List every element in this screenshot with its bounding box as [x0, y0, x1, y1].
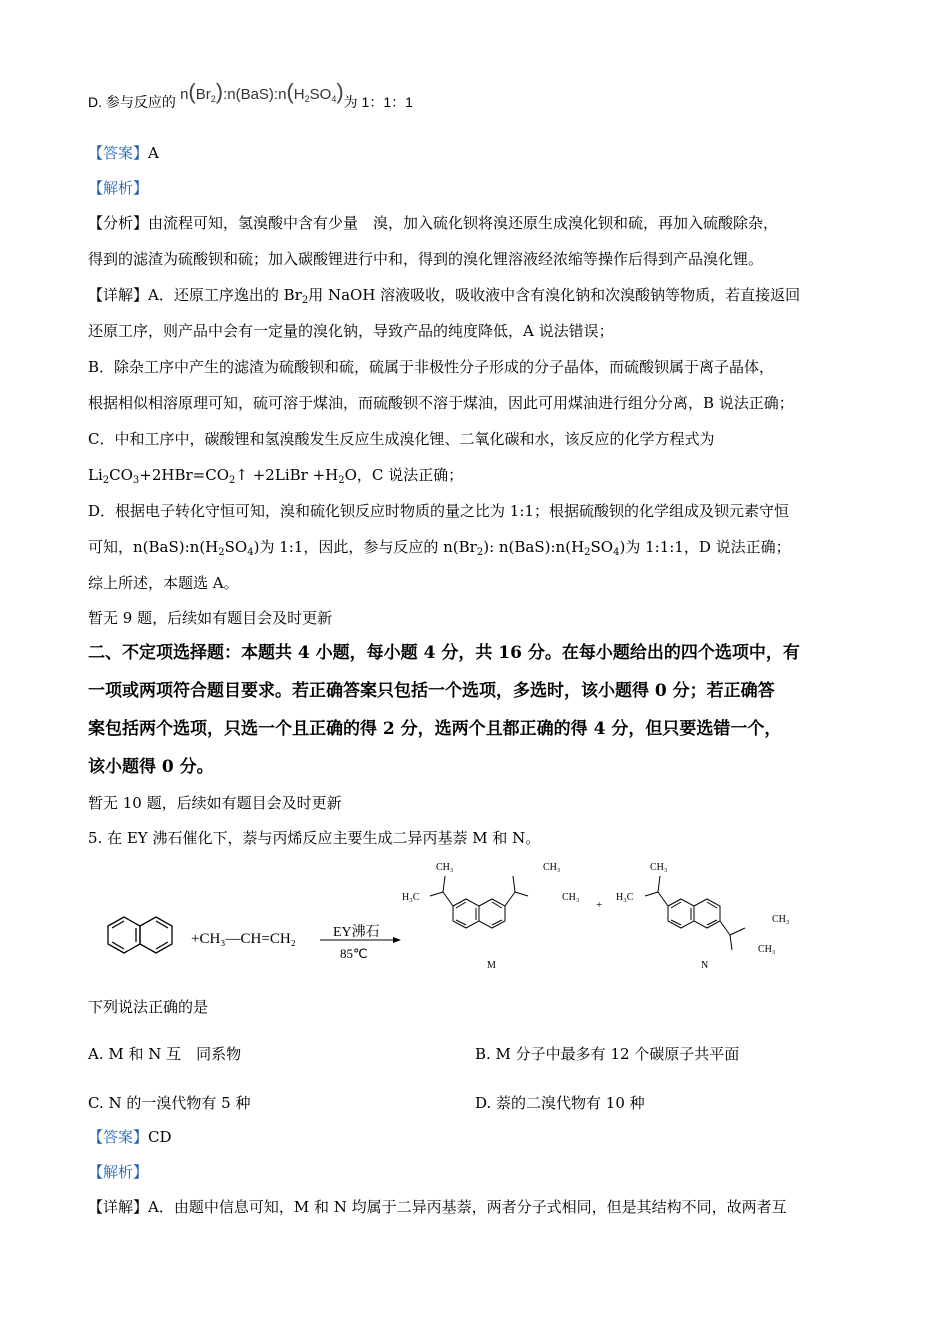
q5-stem: 5. 在 EY 沸石催化下，萘与丙烯反应主要生成二异丙基萘 M 和 N。	[88, 829, 541, 847]
detail-b-line-2: 根据相似相溶原理可知，硫可溶于煤油，而硫酸钡不溶于煤油，因此可用煤油进行组分分离，B 说法正确；	[88, 394, 794, 412]
svg-text:H₃C: H₃C	[616, 892, 634, 903]
product-n-structure	[645, 876, 745, 950]
detail-a-line-1: 【详解】A．还原工序逸出的 $Br_2$用 NaOH 溶液吸收，吸收液中含有溴化钠和次溴酸钠等物质，若直接返回	[88, 286, 801, 306]
section2-line-1: 二、不定项选择题：本题共 4 小题，每小题 4 分，共 16 分。在每小题给出的四个选项中，有	[88, 643, 800, 663]
prev-option-d: D. 参与反应的 $n(Br_2):n(BaS):n(H_2SO_4)$为 1：1：1	[88, 79, 413, 110]
svg-text:CH₃: CH₃	[562, 892, 580, 903]
q5-option-d: D. 萘的二溴代物有 10 种	[475, 1094, 645, 1112]
detail-d-line-2: 可知，$n(BaS):n(H_2SO_4)$为 1:1，因此，参与反应的 $n(Br_2)$: $n(BaS):n(H_2SO_4)$为 1:1:1，D 说法正确；	[88, 538, 791, 558]
temp-label: 85℃	[340, 946, 368, 961]
answer-tag: 【答案】	[88, 144, 149, 162]
propene-formula: +CH₃—CH=CH₂	[191, 931, 296, 947]
fenxi-line-1: 【分析】由流程可知，氢溴酸中含有少量 溴，加入硫化钡将溴还原生成溴化钡和硫，再加入硫酸除杂，	[88, 214, 779, 232]
analysis-tag-1: 【解析】	[88, 179, 149, 197]
detail-c-equation: $Li_2CO_3+2HBr=CO_2↑$ +2LiBr $+H_2O$，C 说法正确；	[88, 466, 464, 486]
section2-line-4: 该小题得 0 分。	[88, 757, 214, 777]
svg-text:CH₃: CH₃	[650, 862, 668, 873]
section2-line-3: 案包括两个选项，只选一个且正确的得 2 分，选两个且都正确的得 4 分，但只要选错一个，	[88, 719, 782, 739]
q5-prompt: 下列说法正确的是	[88, 998, 209, 1016]
summary-line: 综上所述，本题选 A。	[88, 574, 239, 592]
svg-text:CH₃: CH₃	[543, 862, 561, 873]
analysis-tag-2: 【解析】	[88, 1163, 149, 1181]
svg-text:CH₃: CH₃	[758, 944, 776, 955]
answer-1: 【答案】A	[88, 144, 159, 162]
arrow-head	[393, 937, 401, 943]
label-n: N	[701, 960, 709, 971]
reaction-scheme	[88, 850, 808, 980]
detail-c-line-1: C．中和工序中，碳酸锂和氢溴酸发生反应生成溴化锂、二氧化碳和水，该反应的化学方程式为	[88, 430, 715, 448]
naphthalene-structure	[108, 917, 172, 953]
answer-2: 【答案】CD	[88, 1128, 172, 1146]
detail2-line-1: 【详解】A．由题中信息可知，M 和 N 均属于二异丙基萘，两者分子式相同，但是其结构不同，故两者互	[88, 1198, 787, 1216]
q5-option-c: C. N 的一溴代物有 5 种	[88, 1094, 251, 1112]
fenxi-line-2: 得到的滤渣为硫酸钡和硫；加入碳酸锂进行中和，得到的溴化锂溶液经浓缩等操作后得到产品溴化锂。	[88, 250, 764, 268]
svg-text:CH₃: CH₃	[772, 914, 790, 925]
detail-a-line-2: 还原工序，则产品中会有一定量的溴化钠，导致产品的纯度降低，A 说法错误；	[88, 322, 614, 340]
svg-text:CH₃: CH₃	[436, 862, 454, 873]
label-m: M	[487, 960, 496, 971]
product-m-structure	[430, 876, 528, 928]
notice-9: 暂无 9 题，后续如有题目会及时更新	[88, 609, 333, 627]
catalyst-label: EY沸石	[333, 925, 380, 940]
detail-b-line-1: B．除杂工序中产生的滤渣为硫酸钡和硫，硫属于非极性分子形成的分子晶体，而硫酸钡属于离子晶体，	[88, 358, 775, 376]
svg-text:H₃C: H₃C	[402, 892, 420, 903]
q5-option-a: A. M 和 N 互 同系物	[88, 1045, 242, 1063]
notice-10: 暂无 10 题，后续如有题目会及时更新	[88, 794, 342, 812]
detail-d-line-1: D．根据电子转化守恒可知，溴和硫化钡反应时物质的量之比为 1:1；根据硫酸钡的化学组成及钡元素守恒	[88, 502, 789, 520]
q5-option-b: B. M 分子中最多有 12 个碳原子共平面	[475, 1045, 740, 1063]
plus-sign: +	[596, 899, 603, 911]
section2-line-2: 一项或两项符合题目要求。若正确答案只包括一个选项，多选时，该小题得 0 分；若正确答	[88, 681, 775, 701]
